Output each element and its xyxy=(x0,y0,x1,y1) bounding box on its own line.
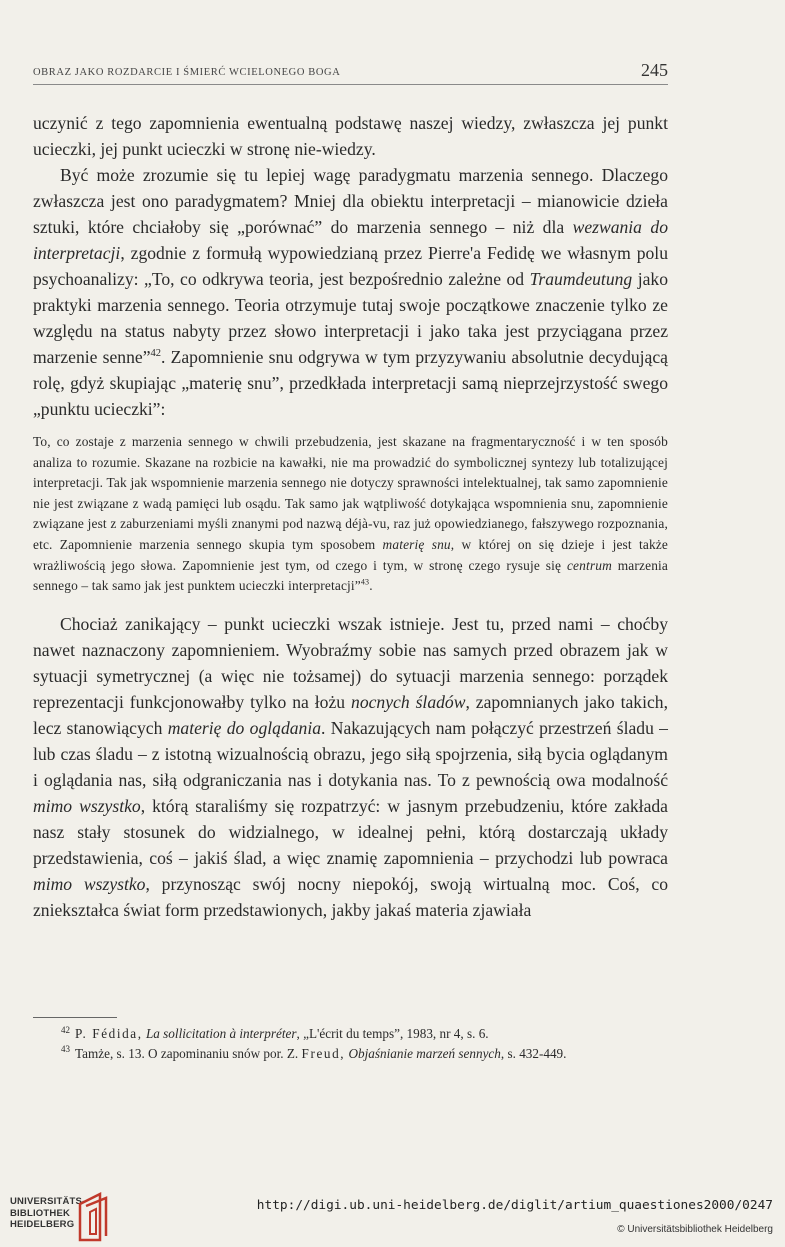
footnote-43 xyxy=(33,1044,668,1064)
digitization-footer xyxy=(0,1176,785,1247)
paragraph-2-italic-2: Traumdeutung xyxy=(529,269,633,289)
paragraph-2 xyxy=(33,162,668,422)
paragraph-3 xyxy=(33,611,668,923)
footnote-pre: Tamże, s. 13. O zapominaniu snów por. Z. xyxy=(75,1045,302,1061)
footnote-rest: , s. 432-449. xyxy=(500,1045,567,1061)
paragraph-3-text-d: , którą staraliśmy się rozpatrzyć: w jasnym przebudzeniu, które zakłada nasz stały stosunek do widzialnego, w idealnej pełni, którą dostarczają układy przedstawienia, coś – jakiś ślad, a więc znamię zapomnienia – przychodzi lub powraca xyxy=(33,795,668,868)
block-quote xyxy=(33,432,668,597)
paragraph-1-text: uczynić z tego zapomnienia ewentualną podstawę naszej wiedzy, zwłaszcza jej punkt ucieczki, jej punkt ucieczki w stronę nie-wiedzy. xyxy=(33,113,668,159)
paragraph-3-italic-3: mimo wszystko xyxy=(33,795,141,816)
footnote-title: Objaśnianie marzeń sennych xyxy=(348,1045,501,1061)
page-number: 245 xyxy=(641,60,668,80)
quote-text-b: , w której on się dzieje i jest także wrażliwością jego słowa. Zapomnienie jest tym, od czego i tym, w stronę czego rysuje się xyxy=(33,536,668,573)
copyright-notice: © Universitätsbibliothek Heidelberg xyxy=(617,1224,773,1235)
footnote-number: 43 xyxy=(61,1044,70,1055)
footnote-title: La sollicitation à interpréter xyxy=(145,1026,297,1041)
page-url-link[interactable]: http://digi.ub.uni-heidelberg.de/diglit/artium_quaestiones2000/0247 xyxy=(256,1198,773,1213)
paragraph-3-italic-4: mimo wszystko xyxy=(33,873,146,894)
library-name-line-3: HEIDELBERG xyxy=(10,1219,75,1230)
library-mark-icon xyxy=(76,1192,110,1242)
paragraph-2-text-a: Być może zrozumie się tu lepiej wagę paradygmatu marzenia sennego. Dlaczego zwłaszcza jest ono paradygmatem? Mniej dla obiektu interpretacji – mianowicie dzieła sztuki, które chciałoby się „porównać” do marzenia sennego – niż dla xyxy=(33,165,668,237)
paragraph-2-italic-1: wezwania do interpretacji xyxy=(33,217,668,263)
quote-text-c: marzenia sennego – tak samo jak jest punktem ucieczki interpretacji” xyxy=(33,557,668,594)
library-logo[interactable] xyxy=(10,1196,110,1238)
footnotes xyxy=(33,1024,668,1063)
main-text xyxy=(33,110,668,923)
paragraph-3-text-e: , przynosząc swój nocny niepokój, swoją wirtualną moc. Coś, co zniekształca świat form przedstawionych, jakby jakaś materia zjawiała xyxy=(33,873,669,920)
footnote-number: 42 xyxy=(61,1024,70,1035)
paragraph-1 xyxy=(33,110,668,162)
footnote-separator xyxy=(33,1017,117,1018)
quote-text-a: To, co zostaje z marzenia sennego w chwili przebudzenia, jest skazane na fragmentaryczność i w ten sposób analiza to rozumie. Skazane na rozbicie na kawałki, nie ma prowadzić do symbolicznej syntezy lub totalizującej interpretacji. Tak jak wspomnienie marzenia sennego nie dotyczy sprawności intelektualnej, tak samo zapomnienie nie jest związane z wadą pamięci lub osądu. Tak samo jak wątpliwość dotykająca wspomnienia snu, zapomnienie związane jest z zaburzeniami myśli znanymi pod nazwą déjà-vu, raz już opowiedzianego, fałszywego rozpoznania, etc. Zapomnienie marzenia sennego skupia tym sposobem xyxy=(33,434,668,552)
footnote-author: P. Fédida, xyxy=(75,1026,143,1041)
paragraph-3-text-a: Chociaż zanikający – punkt ucieczki wszak istnieje. Jest tu, przed nami – choćby nawet naznaczony zapomnieniem. Wyobraźmy sobie nas samych przed obrazem jak w sytuacji symetrycznej (a więc nie tożsamej) do sytuacji marzenia sennego: porządek reprezentacji funkcjonowałby tylko na łożu xyxy=(33,613,668,712)
paragraph-3-italic-1: nocnych śladów xyxy=(351,691,466,712)
quote-italic-2: centrum xyxy=(566,557,612,573)
paragraph-2-text-d: . Zapomnienie snu odgrywa w tym przyzywaniu absolutnie decydującą rolę, gdyż skupiając „materię snu”, przedkłada interpretacji samą nieprzejrzystość swego „punktu ucieczki”: xyxy=(33,347,668,419)
running-head xyxy=(33,60,668,85)
footnote-ref-42[interactable]: 42 xyxy=(150,348,162,360)
paragraph-2-text-b: , zgodnie z formułą wypowiedzianą przez Pierre'a Fedidę we własnym polu psychoanalizy: „To, co odkrywa teoria, jest bezpośrednio zależne od xyxy=(33,243,668,289)
quote-italic-1: materię snu xyxy=(382,536,451,552)
footnote-author: Freud, xyxy=(301,1045,346,1061)
paragraph-2-text-c: jako praktyki marzenia sennego. Teoria otrzymuje tutaj swoje początkowe znaczenie tylko ze względu na status nabyty przez słowo interpretacji i jako taka jest przyciągana przez marzenie senne” xyxy=(33,269,668,367)
library-name-line-1: UNIVERSITÄTS- xyxy=(10,1196,86,1207)
quote-text-d: . xyxy=(369,578,373,594)
paragraph-3-italic-2: materię do oglądania xyxy=(167,717,322,738)
running-title: OBRAZ JAKO ROZDARCIE I ŚMIERĆ WCIELONEGO BOGA xyxy=(33,67,341,78)
footnote-ref-43[interactable]: 43 xyxy=(360,577,370,587)
paragraph-3-text-b: , zapomnianych jako takich, lecz stanowiących xyxy=(33,691,668,738)
library-name-line-2: BIBLIOTHEK xyxy=(10,1207,71,1219)
paragraph-3-text-c: . Nakazujących nam połączyć przestrzeń śladu – lub czas śladu – z istotną wizualnością obrazu, jego siłą spojrzenia, siłą bycia oglądanym i oglądania nas, siłą odgraniczania nas i dotykania nas. To z pewnością owa modalność xyxy=(33,717,668,790)
footnote-42 xyxy=(33,1024,668,1044)
footnote-rest: , „L'écrit du temps”, 1983, nr 4, s. 6. xyxy=(296,1026,489,1041)
library-name xyxy=(10,1196,85,1231)
